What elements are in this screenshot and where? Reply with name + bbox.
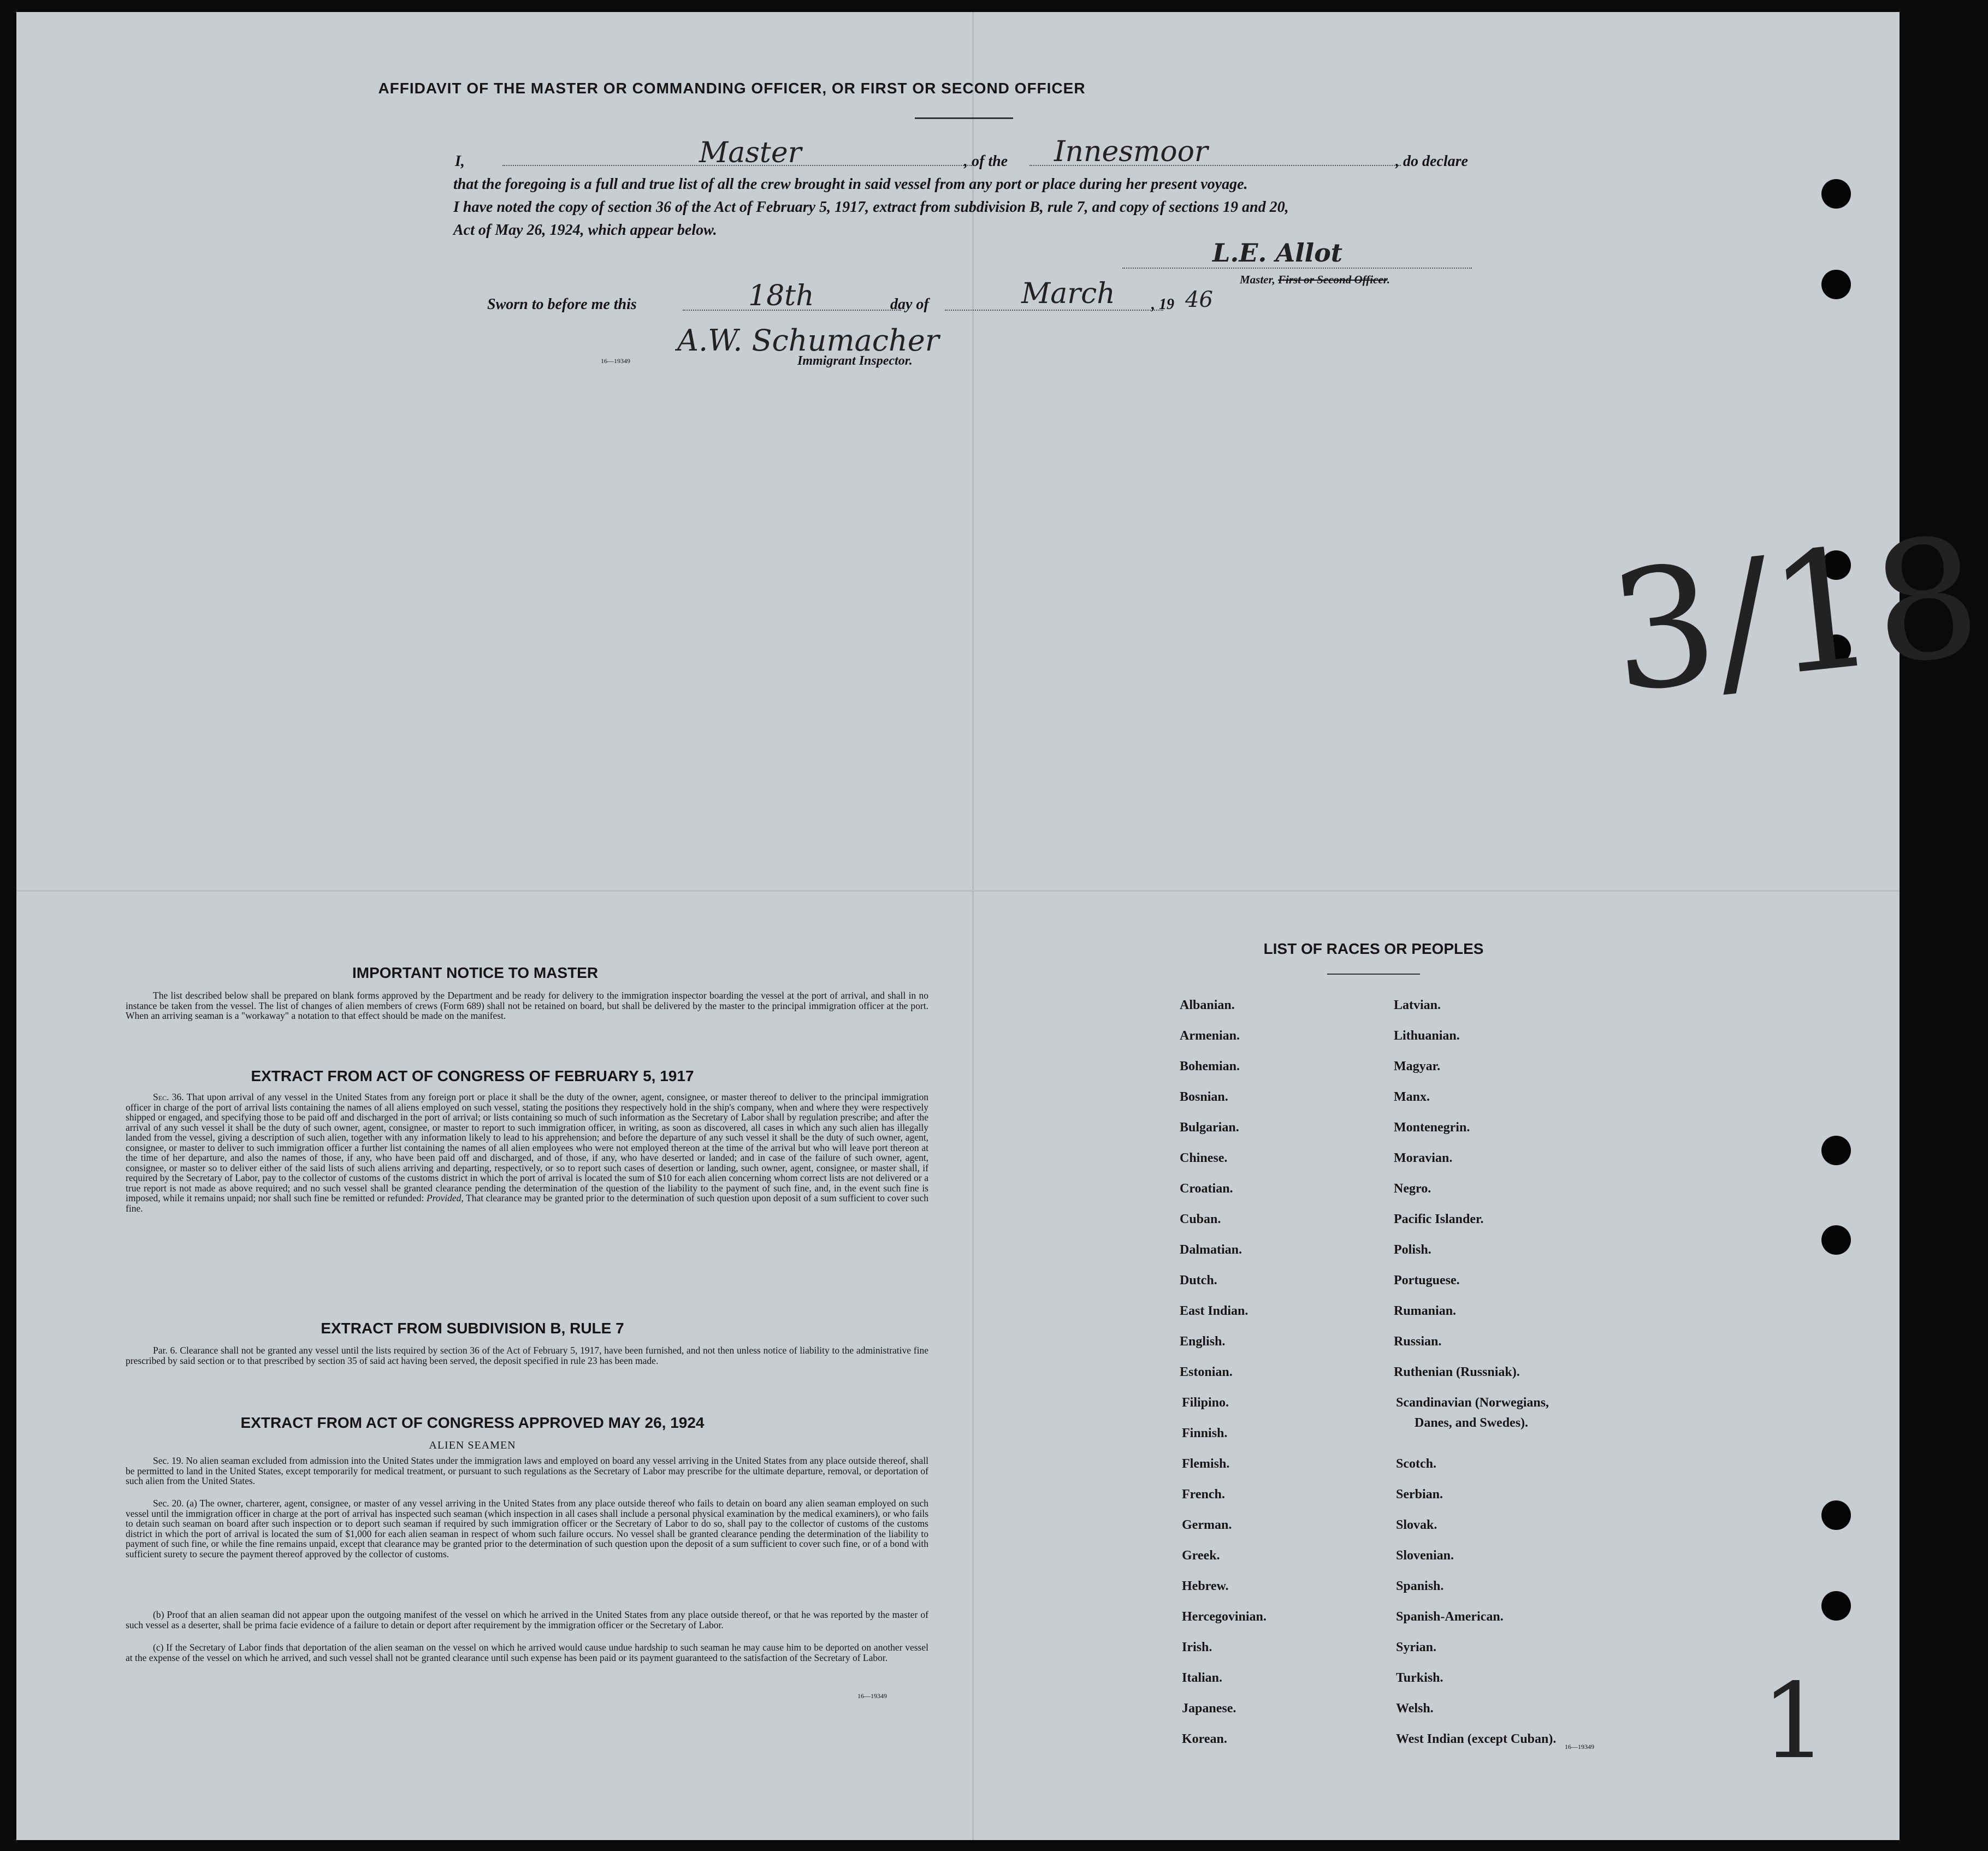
day-of-label: day of — [890, 296, 929, 313]
race-item: Flemish. — [1182, 1457, 1230, 1471]
affidavit-i-label: I, — [455, 153, 465, 170]
vessel-handwritten: Innesmoor — [1054, 135, 1208, 168]
of-the-label: , of the — [964, 153, 1008, 170]
race-item: Portuguese. — [1394, 1273, 1460, 1288]
race-item: Cuban. — [1180, 1212, 1221, 1226]
fold-line-horizontal — [16, 890, 1900, 892]
race-item: Irish. — [1182, 1640, 1212, 1654]
race-item: Turkish. — [1396, 1671, 1443, 1685]
extract-1924-sec20c: (c) If the Secretary of Labor finds that deportation of the alien seaman on the vessel on which he arrived would cause undue hardship to such seaman he may cause him to be deported on another vessel at the expense of the vessel on which he arrived, and such vessel shall not be granted clearance until such expense has been paid or its payment guaranteed to the satisfaction of the Secretary of Labor. — [126, 1642, 928, 1663]
year-handwritten: 46 — [1185, 287, 1213, 312]
extract-1917-proviso-label: Provided, — [426, 1193, 464, 1203]
extract-1917-title: EXTRACT FROM ACT OF CONGRESS OF FEBRUARY 5, 1917 — [251, 1067, 694, 1084]
affidavit-title: AFFIDAVIT OF THE MASTER OR COMMANDING OFFICER, OR FIRST OR SECOND OFFICER — [378, 80, 1086, 97]
race-item: Negro. — [1394, 1182, 1431, 1196]
race-item: Hebrew. — [1182, 1579, 1229, 1593]
extract-1917-body: That upon arrival of any vessel in the United States from any foreign port or place it shall be the duty of the owner, agent, consignee, or master thereof to deliver to the principal immigration officer in charge of the port of arrival lists containing the names of all aliens employed on such vessel, stating the positions they respectively hold in the ship's company, when and where they were respectively shipped or engaged, and specifying those to be paid off and discharged in the port of arrival; or lists containing so much of such information as the Secretary of Labor shall by regulation prescribe; and after the arrival of any such vessel it shall be the duty of such owner, agent, consignee, or master to report to such immigration officer, in writing, as soon as discovered, all cases in which any such alien has illegally landed from the vessel, giving a description of such alien, together with any information likely to lead to his apprehension; and before the departure of any such vessel it shall be the duty of such owner, agent, consignee, or master to deliver to such immigration officer a further list containing the names of all alien employees who were not employed thereon at the time of the arrival but who will leave port thereon at the time of her departure, and also the names of those, if any, who have been paid off and discharged, and of those, if any, who have deserted or landed; and in case of the failure of such owner, agent, consignee, or master so to deliver either of the said lists of such aliens arriving and departing, respectively, or so to report such cases of desertion or landing, such owner, agent, consignee, or master shall, if required by the Secretary of Labor, pay to the collector of customs of the customs district in which the port of arrival is located the sum of $10 for each alien concerning whom correct lists are not delivered or a true report is not made as above required; and no such vessel shall be granted clearance pending the determination of the question of the liability to the payment of such fine, and, in the event such fine is imposed, while it remains unpaid; nor shall such fine be remitted or refunded: — [126, 1091, 928, 1203]
race-item: Scandinavian (Norwegians, — [1396, 1396, 1549, 1410]
race-item: Slovak. — [1396, 1518, 1437, 1532]
race-item: Polish. — [1394, 1243, 1431, 1257]
race-item: West Indian (except Cuban). — [1396, 1732, 1557, 1746]
race-item: Moravian. — [1394, 1151, 1453, 1165]
race-item: German. — [1182, 1518, 1232, 1532]
race-item: Japanese. — [1182, 1701, 1236, 1716]
fold-line-vertical — [972, 12, 974, 1840]
form-number-top: 16—19349 — [601, 357, 630, 365]
race-item: Russian. — [1394, 1334, 1442, 1349]
day-handwritten: 18th — [748, 280, 814, 312]
punch-hole — [1821, 1225, 1851, 1255]
race-item: Armenian. — [1180, 1029, 1240, 1043]
race-item: French. — [1182, 1487, 1225, 1502]
race-item: Bosnian. — [1180, 1090, 1228, 1104]
race-item: Welsh. — [1396, 1701, 1434, 1716]
race-item: Korean. — [1182, 1732, 1227, 1746]
race-item: Dalmatian. — [1180, 1243, 1242, 1257]
race-item: Chinese. — [1180, 1151, 1228, 1165]
race-item: Hercegovinian. — [1182, 1610, 1267, 1624]
page-number-handwritten: 1 — [1761, 1661, 1827, 1782]
form-number-bottom-left: 16—19349 — [857, 1692, 887, 1700]
race-item: Serbian. — [1396, 1487, 1443, 1502]
affidavit-line-2: that the foregoing is a full and true list of all the crew brought in said vessel from any port or place during her present voyage. — [453, 176, 1248, 193]
race-item: Bohemian. — [1180, 1059, 1240, 1073]
race-item: Pacific Islander. — [1394, 1212, 1484, 1226]
date-handwritten-note: 3/18 — [1602, 501, 1988, 729]
extract-1924-sec20a: Sec. 20. (a) The owner, charterer, agent, consignee, or master of any vessel arriving in the United States from any place outside thereof who fails to detain on board any alien seaman employed on such vessel until the immigration officer in charge at the port of arrival has inspected such seaman (which inspection in all cases shall include a personal physical examination by the medical examiners), or who fails to detain such seaman on board after such inspection or to deport such seaman if required by such immigration officer or the Secretary of Labor to do so, shall pay to the collector of customs of the customs district in which the port of arrival is located the sum of $1,000 for each alien seaman in respect of whom such failure occurs. No vessel shall be granted clearance pending the determination of the liability to payment of such fine, or while the fine remains unpaid, except that clearance may be granted prior to the determination of such question upon the deposit of a sum sufficient to cover such fine, or of a bond with sufficient surety to secure the payment thereof approved by the collector of customs. — [126, 1498, 928, 1559]
extract-1924-title: EXTRACT FROM ACT OF CONGRESS APPROVED MAY 26, 1924 — [240, 1414, 705, 1431]
affidavit-line-3: I have noted the copy of section 36 of the Act of February 5, 1917, extract from subdivision B, rule 7, and copy of sections 19 and 20, — [453, 199, 1289, 216]
race-item: Filipino. — [1182, 1396, 1229, 1410]
notice-title: IMPORTANT NOTICE TO MASTER — [352, 964, 599, 981]
race-item: Manx. — [1394, 1090, 1430, 1104]
race-item: Bulgarian. — [1180, 1120, 1239, 1135]
punch-hole — [1821, 1136, 1851, 1165]
extract-1924-sec20b: (b) Proof that an alien seaman did not appear upon the outgoing manifest of the vessel on which he arrived in the United States from any place outside thereof, or that he was reported by the master of such vessel as a deserter, shall be prima facie evidence of a failure to detain or deport after requirement by the immigration officer or the Secretary of Labor. — [126, 1609, 928, 1630]
extract-1917-sec-label: Sec. 36. — [153, 1091, 184, 1102]
race-item: East Indian. — [1180, 1304, 1249, 1318]
race-item: Rumanian. — [1394, 1304, 1457, 1318]
race-item: Slovenian. — [1396, 1549, 1454, 1563]
document-sheet — [16, 12, 1988, 1840]
signature-caption-end: . — [1387, 273, 1390, 286]
race-item: Greek. — [1182, 1549, 1220, 1563]
race-item: Scotch. — [1396, 1457, 1436, 1471]
notice-text: The list described below shall be prepared on blank forms approved by the Department and be ready for delivery to the immigration inspector boarding the vessel at the port of arrival, and shall in no instance be taken from the vessel. The list of changes of alien members of crews (Form 689) shall not be retained on board, but shall be delivered by the master to the principal immigration officer at the port. When an arriving seaman is a "workaway" a notation to that effect should be made on the manifest. — [126, 990, 928, 1021]
officer-handwritten: Master — [699, 137, 802, 169]
extract-rule7-text: Par. 6. Clearance shall not be granted any vessel until the lists required by section 36 of the Act of February 5, 1917, have been furnished, and not then unless notice of liability to the administrative fine prescribed by said section or to that prescribed by section 35 of said act having been served, the deposit specified in rule 23 has been made. — [126, 1345, 928, 1366]
race-item: Estonian. — [1180, 1365, 1233, 1379]
signature-caption-master: Master, — [1240, 273, 1275, 286]
extract-1924-sec19: Sec. 19. No alien seaman excluded from admission into the United States under the immigration laws and employed on board any vessel arriving in the United States from any place outside thereof, shall be permitted to land in the United States, except temporarily for medical treatment, or pursuant to such regulations as the Secretary of Labor may prescribe for the ultimate departure, removal, or deportation of such alien from the United States. — [126, 1455, 928, 1486]
race-item-continuation: Danes, and Swedes). — [1415, 1416, 1529, 1430]
do-declare-label: , do declare — [1395, 153, 1468, 170]
inspector-signature-handwritten: A.W. Schumacher — [677, 323, 939, 358]
inspector-caption: Immigrant Inspector. — [797, 354, 913, 368]
extract-1917-proviso: That clearance may be granted prior to the determination of such question upon deposit of a sum sufficient to cover such fine. — [126, 1193, 929, 1214]
punch-hole — [1821, 1591, 1851, 1621]
race-item: Ruthenian (Russniak). — [1394, 1365, 1520, 1379]
race-item: Spanish-American. — [1396, 1610, 1504, 1624]
race-item: Montenegrin. — [1394, 1120, 1470, 1135]
form-number-bottom-right: 16—19349 — [1565, 1743, 1594, 1751]
signature-caption — [1240, 273, 1390, 287]
race-item: Italian. — [1182, 1671, 1223, 1685]
extract-1917-text — [126, 1092, 928, 1213]
signature-caption-struck: First or Second Officer — [1278, 273, 1387, 286]
extract-rule7-title: EXTRACT FROM SUBDIVISION B, RULE 7 — [321, 1320, 624, 1337]
race-item: Spanish. — [1396, 1579, 1444, 1593]
races-title-rule — [1327, 974, 1420, 975]
race-item: English. — [1180, 1334, 1226, 1349]
punch-hole — [1821, 270, 1851, 299]
race-item: Magyar. — [1394, 1059, 1441, 1073]
race-item: Croatian. — [1180, 1182, 1233, 1196]
master-signature-handwritten: L.E. Allot — [1212, 238, 1343, 268]
punch-hole — [1821, 1500, 1851, 1530]
races-title: LIST OF RACES OR PEOPLES — [1263, 940, 1484, 957]
race-item: Albanian. — [1180, 998, 1235, 1012]
sworn-label: Sworn to before me this — [487, 296, 637, 313]
extract-1924-subtitle: ALIEN SEAMEN — [429, 1439, 516, 1451]
signature-line — [1122, 268, 1472, 269]
title-rule — [915, 117, 1013, 119]
race-item: Syrian. — [1396, 1640, 1437, 1654]
race-item: Dutch. — [1180, 1273, 1217, 1288]
affidavit-line-4: Act of May 26, 1924, which appear below. — [453, 222, 717, 239]
punch-hole — [1821, 179, 1851, 209]
race-item: Latvian. — [1394, 998, 1441, 1012]
month-handwritten: March — [1021, 277, 1115, 310]
race-item: Finnish. — [1182, 1426, 1228, 1440]
race-item: Lithuanian. — [1394, 1029, 1460, 1043]
year-prefix: , 19 — [1151, 296, 1174, 313]
